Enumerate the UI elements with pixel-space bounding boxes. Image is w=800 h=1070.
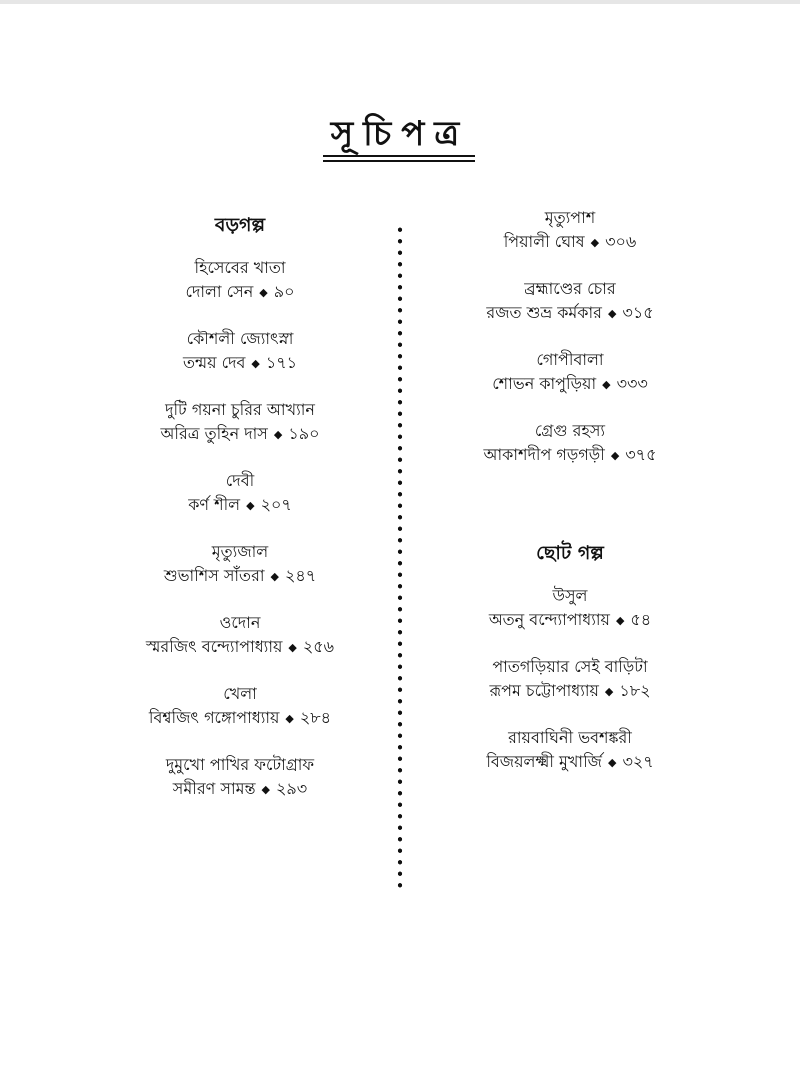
author-name: আকাশদীপ গড়গড়ী: [483, 445, 605, 464]
diamond-separator-icon: ◆: [590, 236, 600, 249]
diamond-separator-icon: ◆: [273, 428, 283, 441]
toc-entry: [420, 277, 720, 326]
diamond-separator-icon: ◆: [607, 307, 617, 320]
page-number: ৯০: [273, 282, 295, 301]
story-title: মৃত্যুপাশ: [544, 208, 596, 227]
story-title: দেবী: [225, 471, 255, 490]
page-number: ২৪৭: [284, 566, 317, 585]
page-number: ৩৩৩: [616, 374, 648, 393]
toc-entry: [90, 540, 390, 589]
page-top-edge: [0, 0, 800, 4]
long-stories-list: [90, 256, 390, 802]
author-name: কর্ণ শীল: [188, 495, 241, 514]
toc-entry: [420, 348, 720, 397]
page-number: ১৯০: [288, 424, 320, 443]
dotted-column-divider: [397, 224, 403, 888]
page-number: ৩১৫: [622, 303, 654, 322]
page-number: ৩০৬: [605, 232, 637, 251]
short-stories-list: [420, 584, 720, 775]
toc-entry: [90, 682, 390, 731]
author-name: দোলা সেন: [185, 282, 254, 301]
author-line: [90, 351, 390, 376]
section-heading-long-stories: বড়গল্প: [214, 214, 266, 236]
author-line: [420, 679, 720, 704]
author-name: স্মরজিৎ বন্দ্যোপাধ্যায়: [145, 637, 283, 656]
long-stories-list-continued: [420, 206, 720, 468]
author-line: [90, 280, 390, 305]
author-line: [420, 608, 720, 633]
author-name: রূপম চট্টোপাধ্যায়: [489, 681, 599, 700]
story-title: খেলা: [223, 684, 257, 703]
toc-entry: [90, 611, 390, 660]
diamond-separator-icon: ◆: [261, 783, 270, 796]
author-line: [420, 443, 720, 468]
diamond-separator-icon: ◆: [259, 286, 268, 299]
story-title: রায়বাঘিনী ভবশঙ্করী: [508, 728, 632, 747]
diamond-separator-icon: ◆: [251, 357, 260, 370]
toc-entry: [90, 469, 390, 518]
diamond-separator-icon: ◆: [607, 756, 617, 769]
toc-entry: [420, 726, 720, 775]
page-number: ৫৪: [630, 610, 652, 629]
page-number: ২০৭: [260, 495, 292, 514]
diamond-separator-icon: ◆: [602, 378, 611, 391]
toc-entry: [420, 419, 720, 468]
page-title: সূচিপত্র: [330, 114, 470, 154]
author-name: শুভাশিস সাঁতরা: [163, 566, 265, 585]
diamond-separator-icon: ◆: [285, 712, 294, 725]
story-title: হিসেবের খাতা: [194, 258, 286, 277]
title-underline-upper: [323, 155, 475, 157]
toc-entry: [90, 753, 390, 802]
story-title: ওদোন: [219, 613, 261, 632]
author-name: অতনু বন্দ্যোপাধ্যায়: [488, 610, 610, 629]
author-name: শোভন কাপুড়িয়া: [492, 374, 597, 393]
page-number: ১৮২: [619, 681, 651, 700]
diamond-separator-icon: ◆: [246, 499, 255, 512]
page-number: ২৮৪: [299, 708, 332, 727]
story-title: দুমুখো পাখির ফটোগ্রাফ: [165, 755, 315, 774]
toc-entry: [90, 327, 390, 376]
diamond-separator-icon: ◆: [615, 614, 625, 627]
diamond-separator-icon: ◆: [604, 685, 614, 698]
author-name: পিয়ালী ঘোষ: [503, 232, 585, 251]
story-title: গোপীবালা: [536, 350, 604, 369]
author-line: [420, 230, 720, 255]
toc-entry: [420, 655, 720, 704]
page-number: ১৭১: [265, 353, 298, 372]
author-line: [90, 706, 390, 731]
author-name: বিজয়লক্ষ্মী মুখার্জি: [486, 752, 602, 771]
author-line: [90, 493, 390, 518]
story-title: ব্রহ্মাণ্ডের চোর: [524, 279, 616, 298]
diamond-separator-icon: ◆: [610, 449, 620, 462]
title-underline-lower: [323, 160, 475, 162]
story-title: দুটি গয়না চুরির আখ্যান: [165, 400, 315, 419]
page-number: ৩২৭: [622, 752, 654, 771]
author-name: অরিত্র তুহিন দাস: [160, 424, 268, 443]
page-number: ৩৭৫: [625, 445, 657, 464]
story-title: পাতগড়িয়ার সেই বাড়িটা: [492, 657, 648, 676]
author-line: [90, 777, 390, 802]
story-title: মৃত্যুজাল: [211, 542, 269, 561]
author-line: [90, 635, 390, 660]
story-title: গ্রেগু রহস্য: [534, 421, 606, 440]
left-column: [90, 210, 390, 824]
page-number: ২৫৬: [302, 637, 335, 656]
page-number: ২৯৩: [275, 779, 308, 798]
right-column: [420, 206, 720, 797]
author-line: [420, 750, 720, 775]
toc-entry: [90, 398, 390, 447]
author-line: [420, 301, 720, 326]
author-name: তন্ময় দেব: [182, 353, 246, 372]
toc-entry: [420, 584, 720, 633]
author-line: [90, 564, 390, 589]
section-heading-short-stories: ছোট গল্প: [536, 542, 604, 564]
diamond-separator-icon: ◆: [288, 641, 297, 654]
author-name: রজত শুভ্র কর্মকার: [486, 303, 602, 322]
author-line: [420, 372, 720, 397]
story-title: কৌশলী জ্যোৎস্না: [186, 329, 294, 348]
diamond-separator-icon: ◆: [270, 570, 279, 583]
story-title: উসুল: [552, 586, 588, 605]
toc-entry: [420, 206, 720, 255]
toc-entry: [90, 256, 390, 305]
author-name: বিশ্বজিৎ গঙ্গোপাধ্যায়: [148, 708, 280, 727]
author-name: সমীরণ সামন্ত: [172, 779, 256, 798]
author-line: [90, 422, 390, 447]
